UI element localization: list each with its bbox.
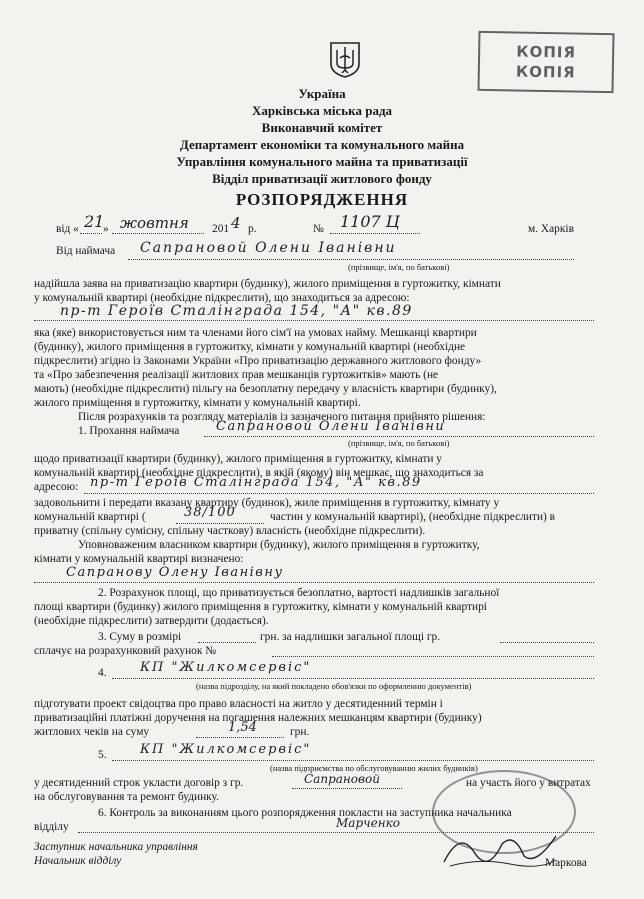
city: м. Харків	[528, 223, 574, 235]
item5-label: 5.	[98, 749, 107, 761]
date-month: жовтня	[120, 214, 189, 232]
body-line: житлових чеків на суму	[34, 726, 150, 738]
date-prefix: від «	[56, 223, 79, 235]
header-division: Відділ приватизації житлового фонду	[212, 171, 432, 186]
body-line: грн. за надлишки загальної площі гр.	[260, 631, 441, 643]
item5-org: КП "Жилкомсервіс"	[140, 742, 312, 757]
owner-name: Сапранову Олену Іванівну	[66, 565, 284, 580]
date-year-prefix: 201	[212, 223, 230, 235]
body-line: надійшла заява на приватизацію квартири (будинку), жилого приміщення в гуртожитку, кімнати	[34, 278, 501, 290]
order-number: 1107 Ц	[340, 212, 400, 231]
header-committee: Виконавчий комітет	[261, 120, 383, 135]
date-day: 21	[84, 212, 105, 231]
item5-caption: (назва підприємства по обслуговуванню жилих будинків)	[270, 763, 478, 773]
tenant-caption: (прізвище, ім'я, по батькові)	[348, 262, 450, 272]
order-number-label: №	[313, 223, 324, 235]
body-line: яка (яке) використовується ним та членами його сім'ї на умовах найму. Мешканці квартири	[34, 327, 477, 339]
body-line: підготувати проект свідоцтва про право власності на житло у десятиденний термін і	[34, 698, 443, 710]
item4-caption: (назва підрозділу, на який покладено обов'язки по оформленню документів)	[196, 681, 472, 691]
body-line: приватизаційні платіжні доручення на погашення належних мешканцям квартири (будинку)	[34, 712, 482, 724]
header-directorate: Управління комунального майна та приватизації	[176, 154, 468, 169]
body-line: підкреслити) згідно із Законами України «Про приватизацію державного житлового фонду»	[34, 355, 482, 367]
body-line: 6. Контроль за виконанням цього розпорядження покласти на заступника начальника	[98, 807, 512, 819]
date-quote-close: »	[103, 223, 109, 235]
body-line: у комунальній квартирі (необхідне підкреслити), що знаходиться за адресою:	[34, 292, 410, 304]
body-line: у десятиденний строк укласти договір з гр.	[34, 777, 244, 789]
copy-stamp-line1: КОПІЯ	[516, 42, 577, 62]
item6-name: Марченко	[336, 816, 400, 830]
copy-stamp-line2: КОПІЯ	[515, 62, 576, 82]
item4-org: КП "Жилкомсервіс"	[140, 660, 312, 675]
item4-label: 4.	[98, 667, 107, 679]
body-line: Уповноваженим власником квартири (будинку), жилого приміщення в гуртожитку,	[78, 539, 480, 551]
body-line: комунальній квартирі (	[34, 511, 146, 523]
body-line: щодо приватизації квартири (будинку), жилого приміщення в гуртожитку, кімнати у	[34, 453, 442, 465]
body-line: грн.	[290, 726, 310, 738]
body-line: відділу	[34, 821, 69, 833]
body-line: жилого приміщення в гуртожитку, кімнати у комунальній квартирі.	[34, 397, 361, 409]
body-line: сплачує на розрахунковий рахунок №	[34, 645, 217, 657]
body-line: та «Про забезпечення реалізації житлових прав мешканців гуртожитків» мають (не	[34, 369, 439, 381]
item5-name: Сапрановой	[304, 772, 380, 786]
date-year-suffix: р.	[248, 223, 257, 235]
body-line: комунальній квартирі (необхідне підкреслити), в якій (якому) він мешкає, що знаходиться за	[34, 467, 484, 479]
body-line: кімнати у комунальній квартирі визначено:	[34, 553, 244, 565]
tenant-label: Від наймача	[56, 245, 116, 257]
body-line: площі квартири (будинку) жилого приміщення в гуртожитку, кімнати у комунальній квартирі	[34, 601, 487, 613]
body-line: (будинку), жилого приміщення в гуртожитку, кімнати у комунальній квартирі (необхідне	[34, 341, 466, 353]
item1-share: 38/100	[184, 505, 236, 520]
item3-label: 3. Суму в розмірі	[98, 631, 182, 643]
header-department: Департамент економіки та комунального майна	[179, 137, 465, 152]
body-line: 2. Розрахунок площі, що приватизується безоплатно, вартості надлишків загальної	[98, 587, 500, 599]
body-line: приватну (спільну сумісну, спільну часткову) власність (необхідне підкреслити).	[34, 525, 426, 537]
body-line: частин у комунальній квартирі), (необхідне підкреслити) в	[270, 511, 556, 523]
header-country: Україна	[298, 86, 346, 101]
signature-scribble-icon	[440, 822, 560, 872]
item1-caption: (прізвище, ім'я, по батькові)	[348, 438, 450, 448]
signatory-name: Маркова	[545, 857, 587, 869]
document-title: РОЗПОРЯДЖЕННЯ	[235, 190, 409, 209]
body-line: задовольнити і передати вказану квартиру (будинок), жиле приміщення в гуртожитку, кімнату у	[34, 497, 500, 509]
body-line: Після розрахунків та розгляду матеріалів із зазначеного питання прийнято рішення:	[78, 411, 486, 423]
copy-stamp	[477, 31, 614, 93]
address-handwritten: пр-т Героїв Сталінграда 154, "А" кв.89	[60, 303, 413, 319]
header-council: Харківська міська рада	[251, 103, 393, 118]
item1-name: Сапрановой Олени Іванівни	[216, 419, 446, 434]
date-year-digit: 4	[231, 214, 241, 232]
trident-emblem-icon	[328, 40, 362, 78]
signatory-deputy: Заступник начальника управління	[34, 841, 198, 853]
item4-sum: 1,54	[228, 720, 257, 735]
body-line: на обслуговування та ремонт будинку.	[34, 791, 219, 803]
body-line: (необхідне підкреслити) затвердити (додається).	[34, 615, 269, 627]
body-line: на участь його у витратах	[466, 777, 591, 789]
item1-address: пр-т Героїв Сталінграда 154, "А" кв.89	[90, 475, 422, 490]
body-line: адресою:	[34, 481, 79, 493]
body-line: мають) (необхідне підкреслити) пільгу на безоплатну передачу у власність квартири (будинку),	[34, 383, 497, 395]
item1-label: 1. Прохання наймача	[78, 425, 180, 437]
signatory-head: Начальник відділу	[34, 855, 122, 867]
tenant-name: Сапрановой Олени Іванівни	[140, 240, 397, 256]
